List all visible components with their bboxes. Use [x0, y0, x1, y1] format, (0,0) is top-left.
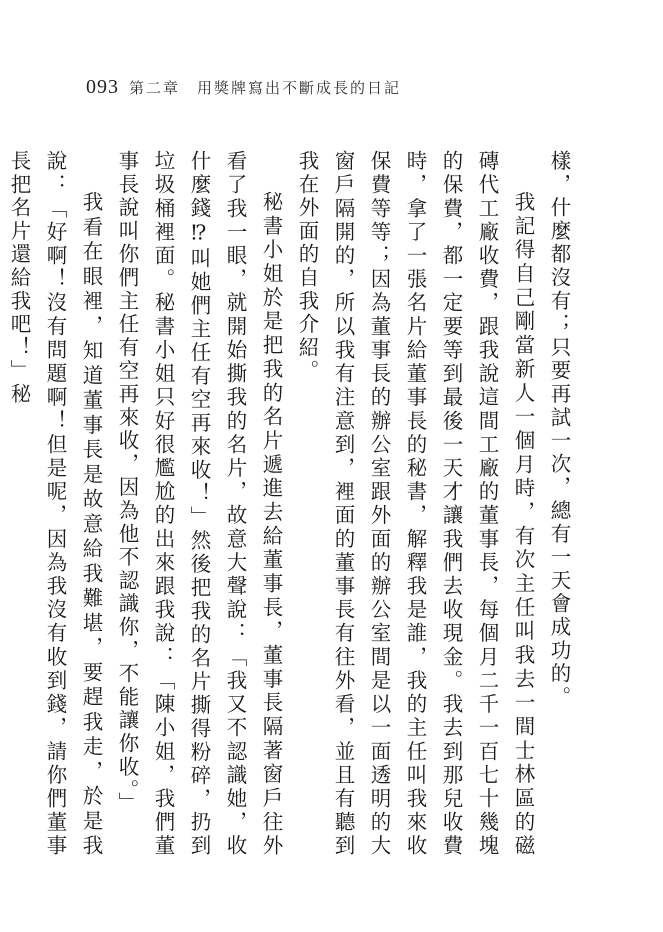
paragraph-1: 樣，什麼都沒有；只要再試一次，總有一天會成功的。 — [547, 150, 571, 710]
running-header — [86, 76, 401, 100]
paragraph-3: 秘書小姐於是把我的名片遞進去給董事長，董事長隔著窗戶往外看了我一眼，就開始撕我的名片，故意大聲說：「我又不認識她，收什麼錢⁉叫她們主任有空再來收！」然後把我的名片撕得粉碎，扔到垃圾桶裡面。秘書小姐只好很尷尬的出來跟我說：「陳小姐，我們董事長說叫你們主任有空再來收，因為他不認識你，不能讓你收。」 — [115, 150, 283, 858]
page-number: 093 — [86, 76, 119, 98]
paragraph-4: 我看在眼裡，知道董事長是故意給我難堪，要趕我走，於是我說：「好啊！沒有問題啊！但是呢，因為我沒有收到錢，請你們董事長把名片還給我吧！」秘 — [7, 150, 103, 858]
body-text — [7, 150, 577, 858]
paragraph-2: 我記得自己剛當新人一個月時，有次主任叫我去一間士林區的磁磚代工廠收費，跟我說這間工廠的董事長，每個月二千一百七十幾塊的保費，都一定要等到最後一天才讓我們去收現金。我去到那兒收費時，拿了一張名片給董事長的秘書，解釋我是誰，我的主任叫我來收保費等等；因為董事長的辦公室跟外面的辦公室間是以一面透明的大窗戶隔開的，所以我有注意到，裡面的董事長有往外看，並且有聽到我在外面的自我介紹。 — [295, 150, 535, 858]
chapter-title: 第二章 用獎牌寫出不斷成長的日記 — [129, 79, 402, 97]
